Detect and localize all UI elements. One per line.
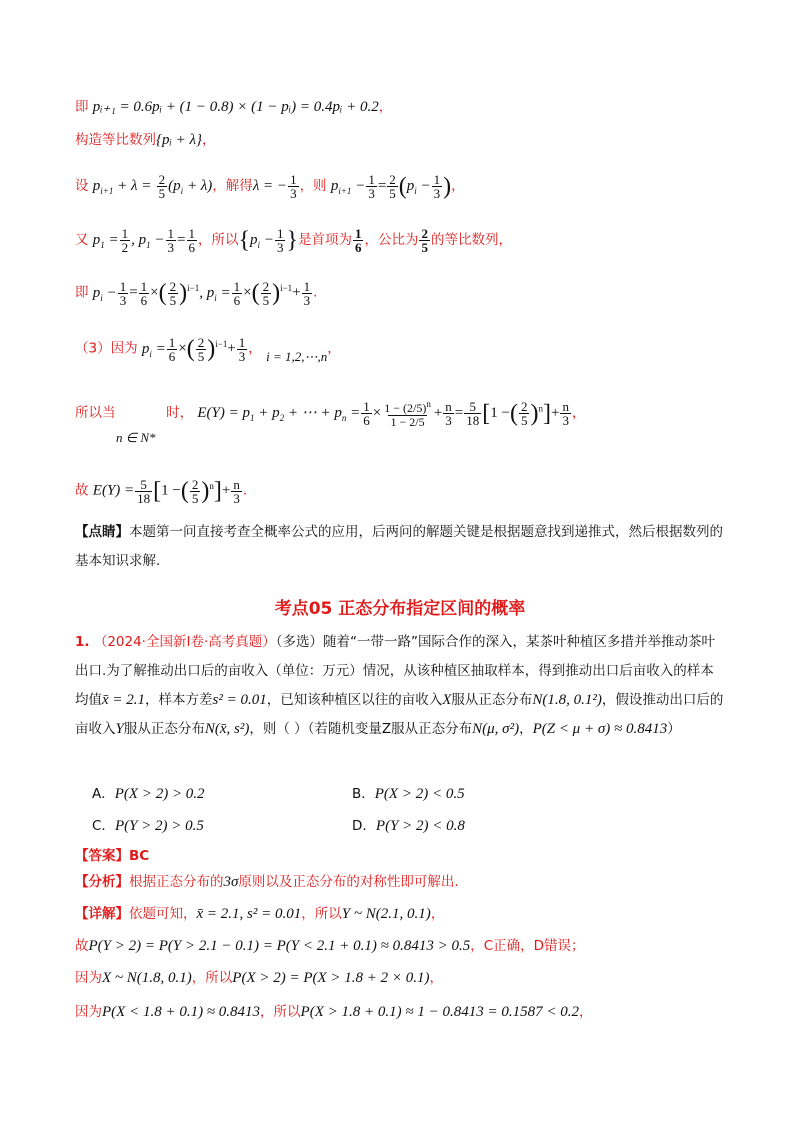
derivation-line-1: 即 pᵢ₊₁ = 0.6pᵢ + (1 − 0.8) × (1 − pᵢ) = 0.4pᵢ + 0.2， bbox=[75, 99, 393, 115]
section-title: 考点05 正态分布指定区间的概率 bbox=[274, 599, 526, 619]
comment-block: 【点睛】本题第一问直接考查全概率公式的应用，后两问的解题关键是根据题意找到递推式，然后根据数列的基本知识求解. bbox=[75, 524, 723, 569]
option-b[interactable]: B．P(X > 2) < 0.5 bbox=[352, 786, 465, 802]
recurrence-formula: pᵢ₊₁ = 0.6pᵢ + (1 − 0.8) × (1 − pᵢ) = 0.4pᵢ + 0.2 bbox=[92, 99, 379, 115]
derivation-line-5: 即 $p_i$ − $\frac{1}{3}$ = $\frac{1}{6}$ ×( $\frac{2}{5}$ )$^{i-1}$, $p_i$ = $\frac{1}{6}$ ×( $\frac{2}{5}$ )$^{i-1}$+ $\frac{1}{3}$ . bbox=[75, 278, 318, 308]
detail-line-2: 故P(Y > 2) = P(Y > 2.1 − 0.1) = P(Y < 2.1 + 0.1) ≈ 0.8413 > 0.5，C正确，D错误； bbox=[75, 938, 585, 954]
derivation-line-2: 构造等比数列{pᵢ + λ}， bbox=[75, 132, 216, 148]
condition-n: n ∈ N* bbox=[116, 430, 156, 445]
derivation-line-8: 故 E(Y) = $\frac{5}{18}$ [1 −( $\frac{2}{5}$ )$^n$]+ $\frac{n}{3}$ . bbox=[75, 476, 248, 506]
answer-line: 【答案】BC bbox=[75, 848, 150, 864]
option-a[interactable]: A．P(X > 2) > 0.2 bbox=[92, 786, 205, 802]
derivation-line-7: 所以当 时， $E(Y) = p_1 + p_2$ + ⋯ + $p_n$ = $\frac{1}{6}$ × $\frac{1 - (2/5)^n}{1 - 2/5}$ + $\frac{n}{3}$ = $\frac{5}{18}$ [1 −( $\frac{2}{5}$ )$^n$]+ $\frac{n}{3}$ ， bbox=[75, 399, 586, 429]
detail-line-3: 因为X ~ N(1.8, 0.1)，所以P(X > 2) = P(X > 1.8 + 2 × 0.1)， bbox=[75, 970, 444, 986]
derivation-line-3: 设 $p_{i+1} + \lambda$ = $\frac{2}{5}$ $(p_i + \lambda)$，解得λ = − $\frac{1}{3}$ ，则 $p_{i+1}$ − $\frac{1}{3}$ = $\frac{2}{5}$ ($p_i$ − $\frac{1}{3}$ )， bbox=[75, 172, 465, 201]
derivation-line-4: 又 $p_1$ = $\frac{1}{2}$ , $p_1$ − $\frac{1}{3}$ = $\frac{1}{6}$ ，所以{$p_i$ − $\frac{1}{3}$ }是首项为 $\frac{1}{6}$ ，公比为 $\frac{2}{5}$ 的等比数列， bbox=[75, 226, 512, 255]
detail-line-4: 因为P(X < 1.8 + 0.1) ≈ 0.8413，所以P(X > 1.8 + 0.1) ≈ 1 − 0.8413 = 0.1587 < 0.2， bbox=[75, 1004, 593, 1020]
detail-line-1: 【详解】依题可知，x̄ = 2.1, s² = 0.01，所以Y ~ N(2.1, 0.1)， bbox=[75, 906, 445, 922]
problem-statement: 1. （2024·全国新Ⅰ卷·高考真题）（多选）随着“一带一路”国际合作的深入，某茶叶种植区多措并举推动茶叶出口.为了解推动出口后的亩收入（单位：万元）情况，从该种植区抽取样本，得到推动出口后亩收入的样本均值x̄ = 2.1，样本方差s² = 0.01，已知该种植区以往的亩收入X服从正态分布N(1.8, 0.1²)，假设推动出口后的亩收入Y服从正态分布N(x̄, s²)，则（ ）（若随机变量Z服从正态分布N(μ, σ²)，P(Z < μ + σ) ≈ 0.8413） bbox=[75, 634, 724, 737]
derivation-line-6: （3）因为 $p_i$ = $\frac{1}{6}$ ×( $\frac{2}{5}$ )$^{i-1}$+ $\frac{1}{3}$ ， i = 1,2,⋯,n， bbox=[75, 334, 341, 364]
option-d[interactable]: D．P(Y > 2) < 0.8 bbox=[352, 818, 465, 834]
analysis-line: 【分析】根据正态分布的3σ原则以及正态分布的对称性即可解出. bbox=[75, 874, 459, 890]
option-c[interactable]: C．P(Y > 2) > 0.5 bbox=[92, 818, 204, 834]
